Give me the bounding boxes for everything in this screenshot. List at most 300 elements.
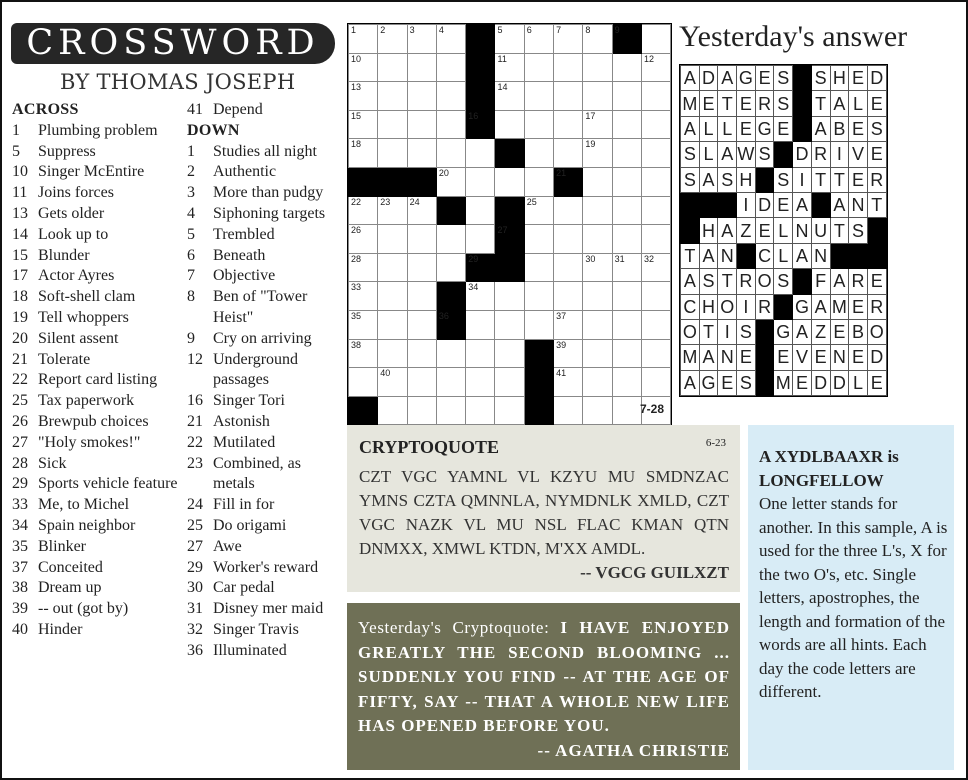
clue-number: 1: [187, 142, 195, 160]
grid-cell[interactable]: [407, 396, 436, 425]
answer-letter: H: [699, 294, 718, 319]
grid-cell[interactable]: [407, 25, 436, 54]
answer-letter: Z: [811, 319, 830, 344]
answer-letter: A: [830, 192, 849, 217]
grid-cell[interactable]: [466, 167, 495, 196]
grid-cell[interactable]: [524, 139, 553, 168]
clue-item: [12, 516, 182, 537]
clue-item: [187, 329, 337, 350]
grid-cell[interactable]: [612, 339, 641, 368]
grid-cell[interactable]: [495, 167, 524, 196]
answer-letter: A: [830, 91, 849, 116]
grid-cell[interactable]: [407, 253, 436, 282]
grid-cell[interactable]: [612, 139, 641, 168]
grid-cell[interactable]: [641, 110, 670, 139]
grid-cell[interactable]: [495, 82, 524, 111]
grid-cell[interactable]: [378, 196, 407, 225]
answer-letter: A: [681, 116, 700, 141]
answer-letter: N: [811, 243, 830, 268]
grid-cell[interactable]: [554, 225, 583, 254]
answer-black-square: [830, 243, 849, 268]
clue-number: 2: [187, 163, 195, 181]
clue-text: Dream up: [38, 579, 102, 597]
grid-cell[interactable]: [349, 139, 378, 168]
grid-cell[interactable]: [554, 139, 583, 168]
answer-letter: M: [681, 345, 700, 370]
grid-cell[interactable]: [495, 25, 524, 54]
clue-item: [187, 225, 337, 246]
answer-letter: A: [811, 116, 830, 141]
black-square: [466, 25, 495, 54]
cell-number: 25: [526, 196, 537, 207]
black-square: [612, 25, 641, 54]
instructions-panel: [748, 425, 954, 770]
clue-text: Do origami: [213, 516, 287, 534]
cell-number: 18: [351, 139, 362, 150]
grid-cell[interactable]: [554, 110, 583, 139]
grid-cell[interactable]: [378, 368, 407, 397]
grid-cell[interactable]: [466, 310, 495, 339]
clue-item: [187, 204, 337, 225]
clue-number: 38: [12, 579, 28, 597]
answer-letter: I: [830, 142, 849, 167]
answer-letter: N: [849, 192, 868, 217]
grid-cell[interactable]: [407, 53, 436, 82]
clue-number: 27: [187, 537, 203, 555]
answer-black-square: [793, 66, 812, 91]
answer-letter: C: [755, 243, 774, 268]
answer-letter: R: [755, 91, 774, 116]
answer-black-square: [755, 167, 774, 192]
grid-cell[interactable]: [554, 53, 583, 82]
answer-letter: R: [755, 294, 774, 319]
grid-cell[interactable]: [612, 253, 641, 282]
yesterday-lead: Yesterday's Cryptoquote:: [358, 618, 550, 637]
answer-letter: A: [681, 66, 700, 91]
grid-cell[interactable]: [612, 167, 641, 196]
grid-cell[interactable]: [378, 82, 407, 111]
grid-cell[interactable]: [583, 167, 612, 196]
grid-cell[interactable]: [641, 225, 670, 254]
clue-text: Joins forces: [38, 184, 114, 202]
cryptoquote-heading: CRYPTOQUOTE: [359, 437, 500, 457]
grid-cell[interactable]: [407, 139, 436, 168]
grid-cell[interactable]: [349, 310, 378, 339]
clue-item: [12, 537, 182, 558]
grid-cell[interactable]: [583, 82, 612, 111]
answer-black-square: [699, 192, 718, 217]
clue-number: 1: [12, 121, 20, 139]
clue-item: [12, 599, 182, 620]
clue-item: [187, 412, 337, 433]
grid-cell[interactable]: [436, 368, 465, 397]
grid-cell[interactable]: [378, 139, 407, 168]
grid-cell[interactable]: [466, 282, 495, 311]
grid-cell[interactable]: [407, 82, 436, 111]
clue-number: 7: [187, 267, 195, 285]
clue-text: Authentic: [213, 163, 277, 181]
grid-cell[interactable]: [495, 53, 524, 82]
grid-cell[interactable]: [554, 25, 583, 54]
grid-cell[interactable]: [641, 82, 670, 111]
clue-text: Awe: [213, 537, 242, 555]
clue-text: Gets older: [38, 204, 105, 222]
grid-cell[interactable]: [407, 282, 436, 311]
clue-item: [12, 620, 182, 641]
clue-text: Sick: [38, 454, 67, 472]
grid-cell[interactable]: [641, 282, 670, 311]
grid-cell[interactable]: [612, 53, 641, 82]
clue-text: Brewpub choices: [38, 412, 149, 430]
clue-number: 21: [187, 412, 203, 430]
grid-cell[interactable]: [554, 396, 583, 425]
grid-cell[interactable]: [524, 25, 553, 54]
grid-cell[interactable]: [612, 282, 641, 311]
clue-item: [12, 142, 182, 163]
grid-cell[interactable]: [554, 282, 583, 311]
grid-cell[interactable]: [641, 368, 670, 397]
grid-cell[interactable]: [583, 196, 612, 225]
grid-cell[interactable]: [495, 282, 524, 311]
grid-cell[interactable]: [466, 139, 495, 168]
clue-number: 40: [12, 620, 28, 638]
title-banner: [11, 23, 335, 64]
clue-text: Tell whoppers: [38, 308, 129, 326]
grid-cell[interactable]: [436, 25, 465, 54]
grid-cell[interactable]: [407, 110, 436, 139]
answer-letter: A: [718, 218, 737, 243]
cell-number: 20: [438, 167, 449, 178]
grid-cell[interactable]: [436, 139, 465, 168]
answer-letter: D: [867, 66, 886, 91]
cell-number: 6: [526, 25, 532, 35]
clue-number: 25: [12, 392, 28, 410]
clue-item: [12, 454, 182, 475]
clue-item: [187, 454, 337, 496]
grid-cell[interactable]: [378, 396, 407, 425]
puzzle-date: 7-28: [640, 402, 665, 416]
grid-cell[interactable]: [524, 310, 553, 339]
grid-cell[interactable]: [495, 310, 524, 339]
clue-number: 20: [12, 329, 28, 347]
grid-cell[interactable]: [495, 339, 524, 368]
clue-number: 10: [12, 163, 28, 181]
answer-black-square: [774, 142, 793, 167]
grid-cell[interactable]: [466, 368, 495, 397]
grid-cell[interactable]: [524, 82, 553, 111]
answer-black-square: [718, 192, 737, 217]
clue-item: [12, 121, 182, 142]
answer-letter: E: [774, 345, 793, 370]
grid-cell[interactable]: [524, 196, 553, 225]
clue-item: [187, 495, 337, 516]
answer-letter: R: [849, 269, 868, 294]
grid-cell[interactable]: [466, 396, 495, 425]
cell-number: 34: [468, 282, 479, 293]
instructions-text: [759, 445, 951, 704]
grid-cell[interactable]: [349, 339, 378, 368]
answer-letter: S: [699, 269, 718, 294]
grid-cell[interactable]: [641, 310, 670, 339]
answer-letter: D: [830, 370, 849, 395]
answer-letter: L: [699, 142, 718, 167]
grid-cell[interactable]: [349, 225, 378, 254]
grid-cell[interactable]: [583, 253, 612, 282]
example-line: A XYDLBAAXR is LONGFELLOW: [759, 447, 899, 490]
answer-letter: R: [867, 294, 886, 319]
grid-cell[interactable]: [583, 396, 612, 425]
grid-cell[interactable]: [583, 225, 612, 254]
grid-cell[interactable]: [554, 368, 583, 397]
answer-letter: L: [774, 243, 793, 268]
clue-number: 17: [12, 267, 28, 285]
answer-black-square: [755, 345, 774, 370]
answer-letter: E: [755, 66, 774, 91]
answer-black-square: [793, 116, 812, 141]
grid-cell[interactable]: [641, 53, 670, 82]
clue-item: [187, 350, 337, 392]
cell-number: 33: [351, 282, 362, 293]
answer-letter: H: [699, 218, 718, 243]
grid-cell[interactable]: [378, 339, 407, 368]
grid-cell[interactable]: [583, 53, 612, 82]
grid-cell[interactable]: [554, 253, 583, 282]
cell-number: 5: [497, 25, 503, 35]
grid-cell[interactable]: [349, 25, 378, 54]
answer-letter: O: [681, 319, 700, 344]
grid-cell[interactable]: [612, 110, 641, 139]
grid-cell[interactable]: [378, 53, 407, 82]
cell-number: 31: [614, 253, 625, 264]
grid-cell[interactable]: [378, 225, 407, 254]
answer-letter: E: [849, 66, 868, 91]
answer-letter: L: [699, 116, 718, 141]
clue-text: Siphoning targets: [213, 204, 326, 222]
grid-cell[interactable]: [349, 53, 378, 82]
answer-letter: S: [811, 66, 830, 91]
answer-letter: T: [718, 269, 737, 294]
answer-letter: S: [737, 319, 756, 344]
grid-cell[interactable]: [524, 225, 553, 254]
answer-black-square: [793, 91, 812, 116]
grid-cell[interactable]: [554, 82, 583, 111]
grid-cell[interactable]: [349, 196, 378, 225]
black-square: [407, 167, 436, 196]
clue-text: Disney mer maid: [213, 600, 324, 618]
grid-cell[interactable]: [583, 139, 612, 168]
clue-text: Mutilated: [213, 433, 276, 451]
grid-cell[interactable]: [641, 167, 670, 196]
answer-letter: E: [793, 370, 812, 395]
answer-letter: A: [681, 370, 700, 395]
clue-item: [187, 433, 337, 454]
clue-text: Underground passages: [213, 350, 299, 389]
grid-cell[interactable]: [436, 339, 465, 368]
grid-cell[interactable]: [436, 225, 465, 254]
answer-letter: E: [867, 142, 886, 167]
grid-cell[interactable]: [436, 396, 465, 425]
answer-letter: S: [774, 269, 793, 294]
answer-letter: A: [718, 142, 737, 167]
cell-number: 17: [585, 110, 596, 121]
grid-cell[interactable]: [466, 196, 495, 225]
answer-black-square: [755, 319, 774, 344]
answer-letter: T: [718, 91, 737, 116]
answer-letter: A: [699, 345, 718, 370]
clue-item: [187, 516, 337, 537]
grid-cell[interactable]: [612, 396, 641, 425]
grid-cell[interactable]: [436, 167, 465, 196]
grid-cell[interactable]: [436, 110, 465, 139]
grid-cell[interactable]: [524, 167, 553, 196]
clue-item: [12, 162, 182, 183]
grid-cell[interactable]: [641, 139, 670, 168]
grid-cell[interactable]: [466, 339, 495, 368]
grid-cell[interactable]: [407, 225, 436, 254]
grid-cell[interactable]: [436, 53, 465, 82]
black-square: [524, 396, 553, 425]
grid-cell[interactable]: [495, 110, 524, 139]
answer-black-square: [811, 192, 830, 217]
yesterday-quote: I HAVE ENJOYED GREATLY THE SECOND BLOOMING ... SUDDENLY YOU FIND -- AT THE AGE OF FIFTY, SAY -- THAT A WHOLE NEW LIFE HAS OPENED BEFORE YOU.: [358, 618, 730, 735]
grid-cell[interactable]: [583, 282, 612, 311]
answer-letter: T: [830, 167, 849, 192]
answer-letter: E: [830, 319, 849, 344]
clue-number: 8: [187, 288, 195, 306]
grid-cell[interactable]: [349, 110, 378, 139]
grid-cell[interactable]: [378, 25, 407, 54]
grid-cell[interactable]: [612, 310, 641, 339]
grid-cell[interactable]: [524, 282, 553, 311]
grid-cell[interactable]: [378, 110, 407, 139]
grid-cell[interactable]: [641, 196, 670, 225]
grid-cell[interactable]: [407, 196, 436, 225]
answer-letter: O: [867, 319, 886, 344]
clue-text: Combined, as metals: [213, 454, 301, 493]
clue-item: [12, 308, 182, 329]
clue-text: Sports vehicle feature: [38, 475, 178, 493]
cryptoquote-panel: [347, 425, 740, 592]
grid-cell[interactable]: [378, 310, 407, 339]
black-square: [436, 282, 465, 311]
clue-number: 22: [12, 371, 28, 389]
clue-number: 26: [12, 412, 28, 430]
clue-number: 13: [12, 204, 28, 222]
answer-letter: S: [849, 218, 868, 243]
answer-letter: E: [849, 116, 868, 141]
grid-cell[interactable]: [349, 82, 378, 111]
answer-black-square: [774, 294, 793, 319]
clue-number: 16: [187, 392, 203, 410]
clue-item: [12, 370, 182, 391]
black-square: [495, 196, 524, 225]
clue-item: [12, 246, 182, 267]
grid-cell[interactable]: [554, 196, 583, 225]
answer-letter: S: [774, 167, 793, 192]
grid-cell[interactable]: [641, 25, 670, 54]
grid-cell[interactable]: [436, 253, 465, 282]
grid-cell[interactable]: [583, 368, 612, 397]
grid-cell[interactable]: [524, 253, 553, 282]
grid-cell[interactable]: [378, 282, 407, 311]
answer-letter: A: [718, 66, 737, 91]
answer-letter: O: [755, 269, 774, 294]
clue-item: [187, 578, 337, 599]
grid-cell[interactable]: [524, 53, 553, 82]
answer-letter: S: [681, 142, 700, 167]
clue-text: Plumbing problem: [38, 121, 158, 139]
grid-cell[interactable]: [554, 339, 583, 368]
grid-cell[interactable]: [407, 339, 436, 368]
grid-cell[interactable]: [349, 282, 378, 311]
grid-cell[interactable]: [583, 310, 612, 339]
grid-cell[interactable]: [612, 82, 641, 111]
clue-number: 32: [187, 620, 203, 638]
cryptoquote-date: 6-23: [705, 437, 726, 449]
clue-number: 22: [187, 433, 203, 451]
grid-cell[interactable]: [349, 368, 378, 397]
grid-cell[interactable]: [407, 310, 436, 339]
answer-letter: W: [737, 142, 756, 167]
grid-cell[interactable]: [554, 310, 583, 339]
clue-text: Ben of "Tower Heist": [213, 288, 308, 326]
answer-black-square: [867, 218, 886, 243]
grid-cell[interactable]: [407, 368, 436, 397]
grid-cell[interactable]: [495, 368, 524, 397]
cell-number: 41: [556, 368, 567, 379]
black-square: [495, 225, 524, 254]
cell-number: 24: [409, 196, 420, 207]
clue-number: 23: [187, 454, 203, 472]
answer-letter: E: [849, 345, 868, 370]
crossword-grid[interactable]: [347, 23, 672, 426]
grid-cell[interactable]: [583, 110, 612, 139]
black-square: [495, 139, 524, 168]
grid-cell[interactable]: [612, 196, 641, 225]
clues-column-1: [12, 100, 182, 641]
clue-text: Tolerate: [38, 350, 91, 368]
grid-cell[interactable]: [524, 110, 553, 139]
grid-cell[interactable]: [436, 82, 465, 111]
clue-text: Singer McEntire: [38, 163, 145, 181]
cell-number: 39: [556, 339, 567, 350]
grid-cell[interactable]: [612, 368, 641, 397]
answer-letter: D: [867, 345, 886, 370]
grid-cell[interactable]: [583, 339, 612, 368]
answer-letter: S: [718, 167, 737, 192]
black-square: [466, 53, 495, 82]
grid-cell[interactable]: [466, 225, 495, 254]
grid-cell[interactable]: [495, 396, 524, 425]
black-square: [436, 196, 465, 225]
cell-number: 36: [438, 310, 449, 321]
clue-number: 28: [12, 454, 28, 472]
grid-cell[interactable]: [612, 225, 641, 254]
black-square: [466, 82, 495, 111]
clue-number: 39: [12, 600, 28, 618]
answer-letter: D: [793, 142, 812, 167]
grid-cell[interactable]: [583, 25, 612, 54]
answer-letter: S: [755, 142, 774, 167]
answer-letter: N: [718, 345, 737, 370]
grid-cell[interactable]: [349, 253, 378, 282]
cell-number: 15: [351, 110, 362, 121]
grid-cell[interactable]: [641, 339, 670, 368]
clue-item: [12, 433, 182, 454]
grid-cell[interactable]: [641, 253, 670, 282]
answer-letter: S: [774, 91, 793, 116]
grid-cell[interactable]: [378, 253, 407, 282]
